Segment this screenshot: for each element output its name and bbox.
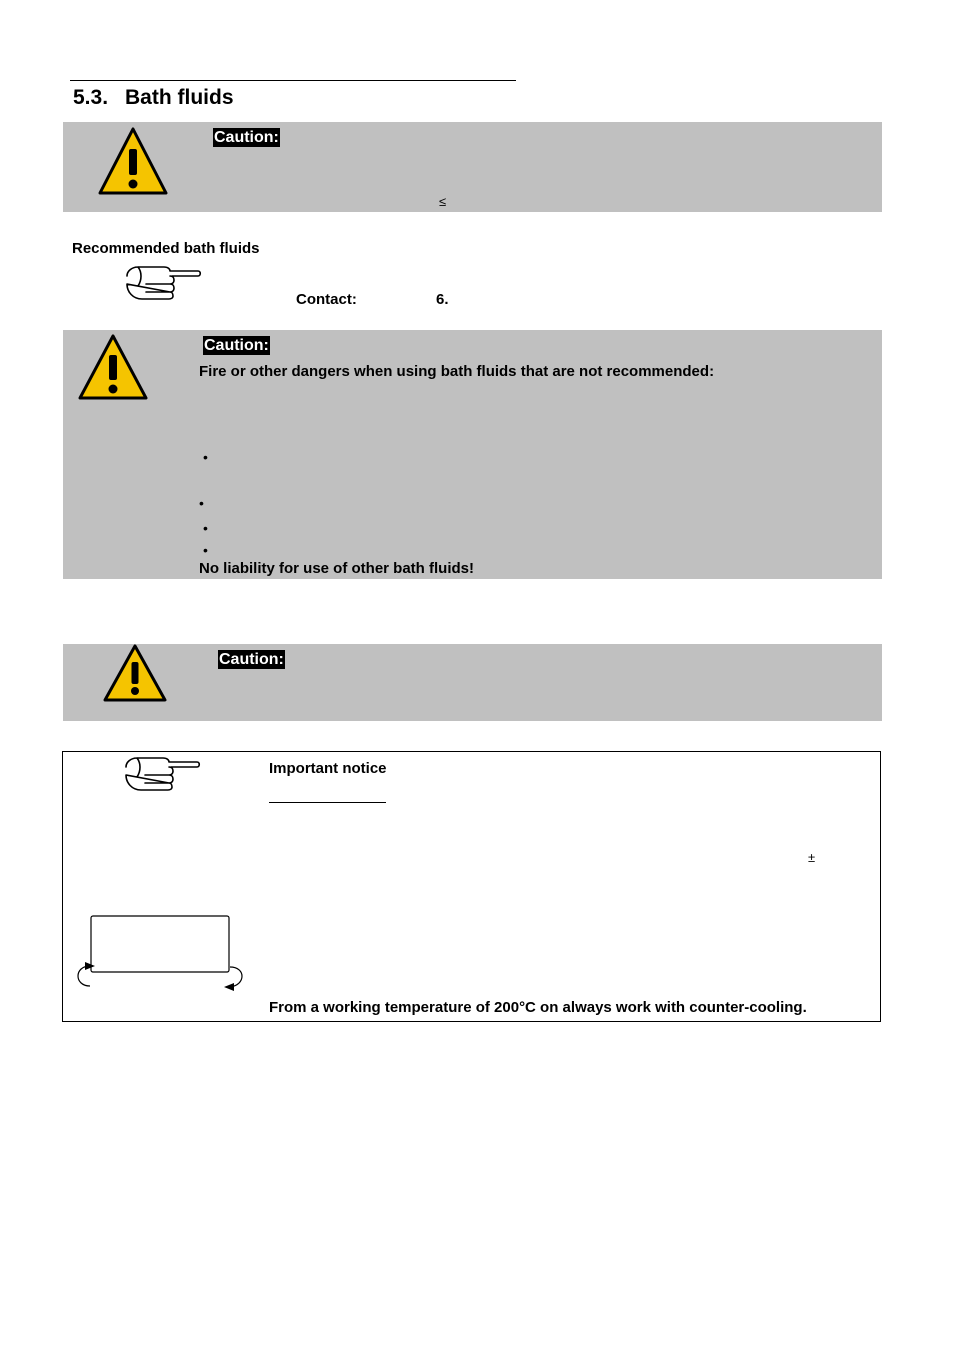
- warning-triangle-icon: [103, 644, 167, 702]
- notice-footer: From a working temperature of 200°C on always work with counter-cooling.: [269, 999, 807, 1016]
- section-number: 5.3.: [73, 86, 109, 109]
- section-top-rule: [70, 80, 516, 81]
- circulation-arrows-icon: [70, 912, 250, 994]
- bullet-1: •: [203, 449, 208, 465]
- less-equal-symbol: ≤: [439, 194, 447, 209]
- caution-panel-2: [63, 330, 882, 579]
- warning-triangle-icon: [78, 334, 148, 400]
- notice-heading: Important notice: [269, 760, 387, 777]
- caution-label-3: Caution:: [219, 651, 284, 668]
- section-title-text: Bath fluids: [125, 86, 234, 109]
- caution-2-heading: Fire or other dangers when using bath fluids that are not recommended:: [199, 363, 715, 380]
- contact-reference: 6.: [436, 291, 449, 308]
- plus-minus-symbol: ±: [808, 850, 816, 865]
- caution-panel-1: [63, 122, 882, 212]
- caution-panel-3: [63, 644, 882, 721]
- pointing-hand-icon: [124, 262, 202, 302]
- bullet-2: •: [199, 495, 204, 511]
- warning-triangle-icon: [98, 127, 168, 195]
- bullet-3: •: [203, 520, 208, 536]
- pointing-hand-icon: [123, 754, 201, 792]
- caution-label-2: Caution:: [204, 337, 269, 354]
- notice-underline: [269, 802, 386, 803]
- bullet-4: •: [203, 542, 208, 558]
- contact-label: Contact:: [296, 291, 357, 308]
- section-title: [73, 86, 234, 110]
- caution-label-1: Caution:: [214, 129, 279, 146]
- caution-2-footer: No liability for use of other bath fluids!: [199, 560, 475, 577]
- recommended-heading: Recommended bath fluids: [72, 240, 260, 257]
